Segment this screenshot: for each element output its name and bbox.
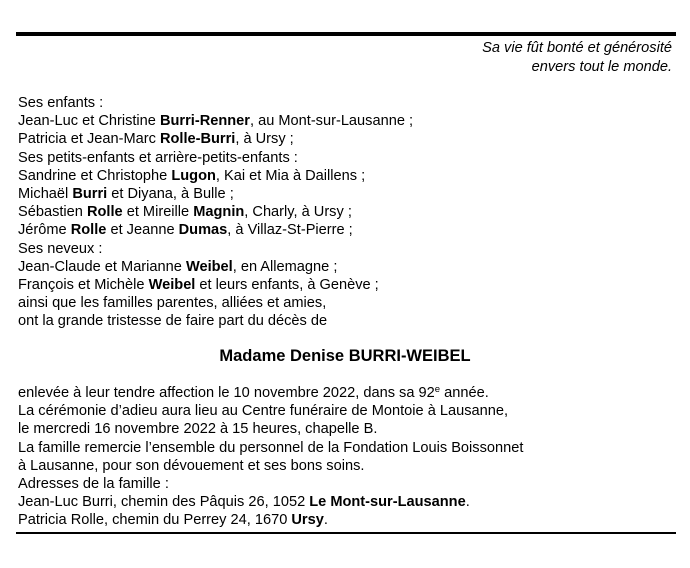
family-line	[18, 203, 413, 221]
epigraph-line-2: envers tout le monde.	[531, 59, 672, 75]
text: Sébastien	[18, 204, 87, 221]
family-line: ainsi que les familles parentes, alliées et amies,	[18, 295, 327, 312]
text: année.	[440, 385, 489, 401]
text: , Kai et Mia à Daillens ;	[215, 167, 366, 184]
text: Jérôme	[18, 222, 71, 239]
text: Michaël	[18, 186, 73, 203]
text: Jean-Luc et Christine	[18, 113, 160, 130]
family-line	[18, 167, 413, 185]
text: .	[465, 494, 470, 511]
children-heading: Ses enfants :	[18, 95, 104, 111]
detail-line: La cérémonie d’adieu aura lieu au Centre funéraire de Montoie à Lausanne,	[18, 403, 509, 420]
text: et Diyana, à Bulle ;	[107, 186, 234, 203]
surname: Rolle	[86, 204, 123, 221]
ceremony-details	[18, 384, 523, 530]
surname: Burri	[72, 186, 108, 203]
text: Sandrine et Christophe	[18, 167, 172, 184]
family-line	[18, 276, 413, 294]
bottom-divider	[16, 532, 676, 534]
announcement-line: ont la grande tristesse de faire part du décès de	[18, 313, 328, 330]
locality: Ursy	[291, 512, 324, 529]
text: et Mireille	[122, 204, 194, 221]
family-line	[18, 258, 413, 276]
surname: Dumas	[178, 222, 228, 239]
grandchildren-heading: Ses petits-enfants et arrière-petits-enfants :	[18, 149, 298, 166]
detail-line: à Lausanne, pour son dévouement et ses bons soins.	[18, 457, 365, 474]
surname: Weibel	[148, 277, 196, 294]
family-list	[18, 94, 413, 331]
top-divider	[16, 32, 676, 36]
deceased-name: Madame Denise BURRI-WEIBEL	[219, 347, 471, 365]
text: et leurs enfants, à Genève ;	[195, 277, 379, 294]
surname: Magnin	[193, 204, 245, 221]
surname: Weibel	[185, 258, 233, 275]
surname: Lugon	[171, 167, 216, 184]
family-line	[18, 221, 413, 239]
text: .	[323, 512, 328, 529]
text: , en Allemagne ;	[232, 258, 338, 275]
text: François et Michèle	[18, 277, 149, 294]
text: , Charly, à Ursy ;	[244, 204, 352, 221]
family-line	[18, 185, 413, 203]
locality: Le Mont-sur-Lausanne	[309, 494, 466, 511]
detail-line: La famille remercie l’ensemble du personnel de la Fondation Louis Boissonnet	[18, 439, 524, 456]
address-line	[18, 511, 523, 529]
text: Patricia et Jean-Marc	[18, 131, 160, 148]
text: , au Mont-sur-Lausanne ;	[249, 113, 414, 130]
surname: Burri-Renner	[159, 113, 250, 130]
surname: Rolle-Burri	[159, 131, 236, 148]
ordinal-suffix: e	[434, 384, 441, 395]
text: Jean-Luc Burri, chemin des Pâquis 26, 1052	[18, 494, 310, 511]
nephews-heading: Ses neveux :	[18, 240, 103, 257]
text: Jean-Claude et Marianne	[18, 258, 186, 275]
text: , à Ursy ;	[235, 131, 294, 148]
detail-line	[18, 384, 523, 402]
surname: Rolle	[70, 222, 107, 239]
epigraph-line-1: Sa vie fût bonté et générosité	[482, 40, 672, 56]
family-line	[18, 112, 413, 130]
family-line	[18, 130, 413, 148]
text: enlevée à leur tendre affection le 10 novembre 2022, dans sa 92	[18, 385, 435, 401]
text: Patricia Rolle, chemin du Perrey 24, 1670	[18, 512, 292, 529]
text: et Jeanne	[106, 222, 179, 239]
epigraph	[482, 39, 672, 77]
detail-line: le mercredi 16 novembre 2022 à 15 heures, chapelle B.	[18, 421, 378, 438]
addresses-heading: Adresses de la famille :	[18, 476, 169, 493]
address-line	[18, 493, 523, 511]
text: , à Villaz-St-Pierre ;	[227, 222, 353, 239]
